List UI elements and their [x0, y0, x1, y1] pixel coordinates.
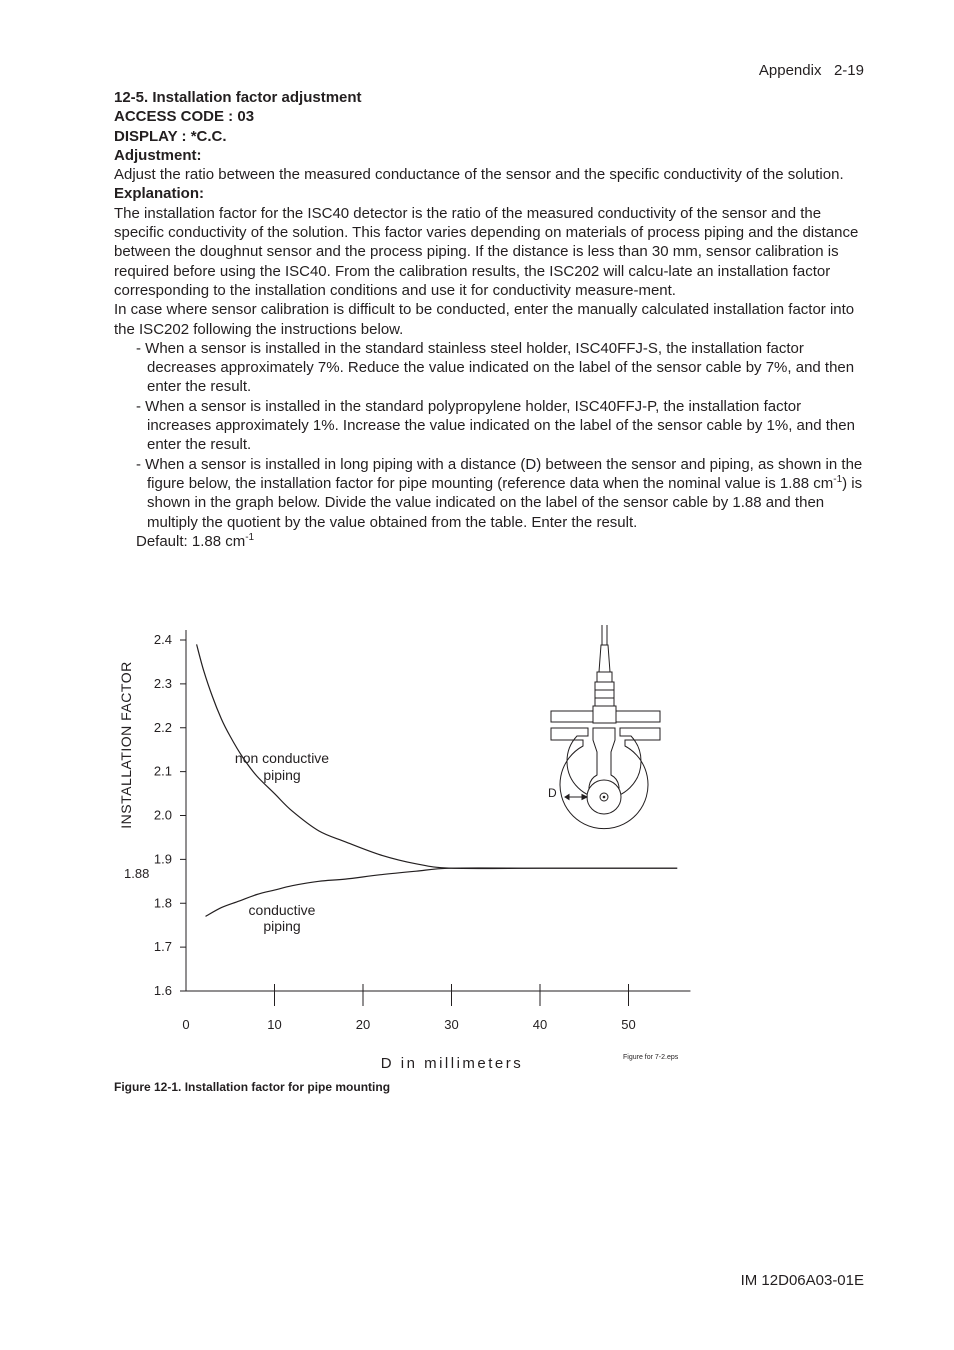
sensor-holder-diagram: [551, 625, 660, 829]
y-tick-label: 1.7: [153, 939, 172, 955]
x-axis-label: D in millimeters: [380, 1055, 524, 1072]
default-text: Default: 1.88 cm: [136, 532, 246, 550]
bullet-stainless: - When a sensor is installed in the standard stainless steel holder, ISC40FFJ-S, the installation factor decreases approximately 7%. Reduce the value indicated on the label of the sensor cable by 7%, and then enter the result.: [136, 339, 855, 396]
diagram-label-d: D: [548, 786, 557, 800]
y-tick-label: 2.4: [153, 632, 172, 647]
x-tick-label: 10: [267, 1017, 282, 1032]
y-tick-label: 2.0: [153, 807, 172, 823]
section-title: 12-5. Installation factor adjustment: [114, 89, 362, 106]
series-label-nonconductive-line2: piping: [263, 767, 301, 783]
x-tick-label: 20: [355, 1017, 371, 1032]
default-unit-superscript: -1: [245, 531, 255, 543]
bullet-polypropylene: - When a sensor is installed in the standard polypropylene holder, ISC40FFJ-P, the installation factor increases approximately 1%. Increase the value indicated on the label of the sensor cable by 1%, and then enter the result.: [136, 397, 855, 454]
y-tick-label: 2.1: [153, 763, 172, 779]
header-page-number: 2-19: [833, 62, 864, 79]
explanation-text: The installation factor for the ISC40 detector is the ratio of the measured conductivity of the sensor and the specific conductivity of the solution. This factor varies depending on materials of process piping and the distance between the doughnut sensor and the process piping. If the distance is less than 30 mm, sensor calibration is required before using the ISC40. From the calibration results, the ISC202 will calcu-late an installation factor corresponding to the installation conditions and use it for conductivity measure-ment.: [114, 204, 859, 299]
manual-text: In case where sensor calibration is difficult to be conducted, enter the manually calculated installation factor into the ISC202 following the instructions below.: [114, 301, 855, 338]
y-tick-label: 1.9: [153, 851, 172, 867]
document-id: IM 12D06A03-01E: [740, 1272, 864, 1289]
access-code: ACCESS CODE : 03: [114, 108, 255, 126]
figure-file-note: Figure for 7-2.eps: [623, 1054, 679, 1061]
bullet-long-piping-part2: ) is shown in the graph below. Divide the value indicated on the label of the sensor cable by 1.88 and then multiply the quotient by the value obtained from the table. Enter the result.: [147, 474, 863, 531]
y-tick-label: 2.2: [153, 719, 172, 735]
x-tick-label: 30: [444, 1017, 459, 1032]
y-tick-label: 1.6: [153, 983, 172, 998]
explanation-heading: Explanation:: [114, 185, 205, 203]
x-tick-label: 50: [621, 1017, 636, 1032]
adjustment-text: Adjust the ratio between the measured conductance of the sensor and the specific conductivity of the solution.: [114, 166, 844, 184]
unit-superscript: -1: [833, 473, 843, 485]
adjustment-heading: Adjustment:: [114, 146, 202, 164]
series-label-conductive-line1: conductive: [248, 902, 316, 918]
bullet-long-piping-part1: - When a sensor is installed in long piping with a distance (D) between the sensor and piping, as shown in the figure below, the installation factor for pipe mounting (reference data when the nominal value is 1.88 cm: [136, 455, 863, 492]
series-label-nonconductive-line1: non conductive: [234, 750, 330, 766]
x-tick-label: 40: [532, 1017, 548, 1032]
chart-tick-labels: [154, 632, 636, 1032]
header-section: Appendix: [758, 62, 822, 79]
y-axis-label: INSTALLATION FACTOR: [118, 661, 134, 829]
figure-caption: Figure 12-1. Installation factor for pipe mounting: [114, 1080, 391, 1094]
x-tick-label: 0: [182, 1017, 190, 1032]
extra-y-label-1-88: 1.88: [124, 866, 150, 881]
display-code: DISPLAY : *C.C.: [114, 127, 227, 145]
y-tick-label: 1.8: [153, 895, 172, 911]
series-label-conductive-line2: piping: [263, 918, 301, 934]
y-tick-label: 2.3: [153, 675, 172, 691]
